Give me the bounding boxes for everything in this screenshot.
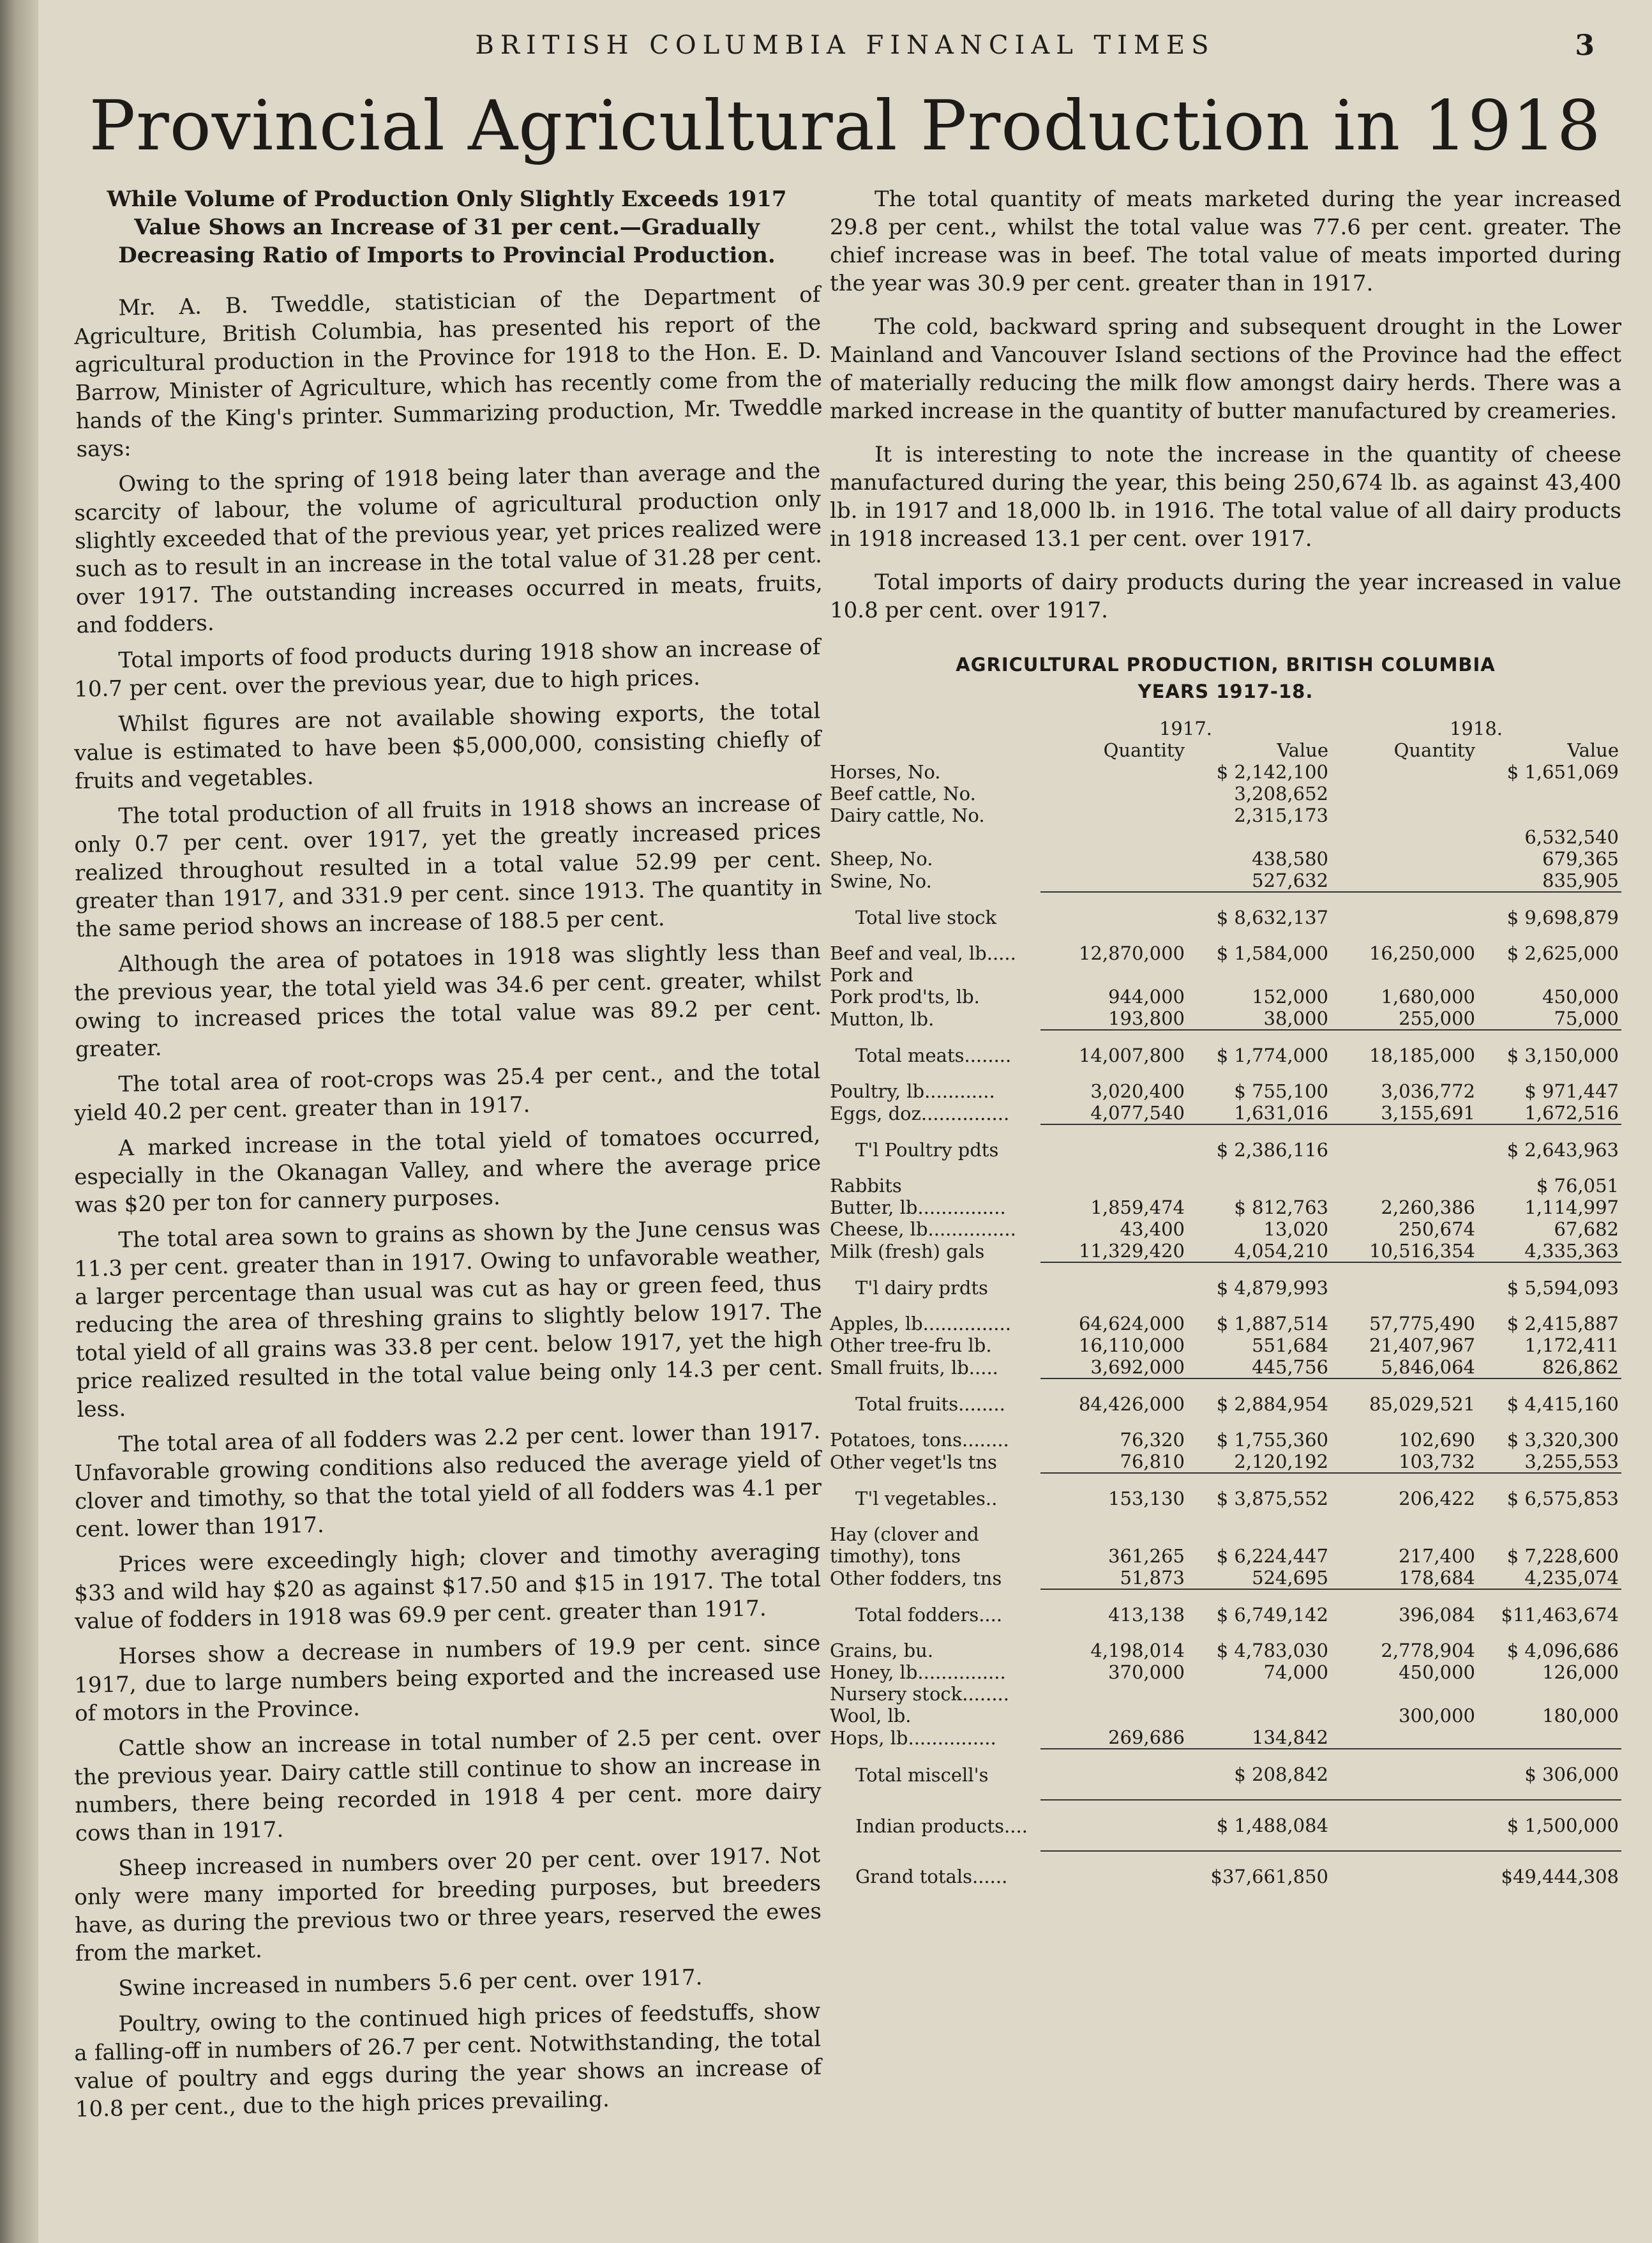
cell-q18: 18,185,000 (1331, 1030, 1478, 1080)
body-paragraph: The total production of all fruits in 1918 shows an increase of only 0.7 per cent. over 1917, yet the greatly increased prices realized throughout resulted in a total value 52.99 per cent. greater than 1917, and 331.9 per cent. since 1913. The quantity in the same period shows an increase of 188.5 per cent. (73, 790, 823, 942)
cell-q17: 43,400 (1120, 1218, 1185, 1240)
cell-v18: $ 4,096,686 (1506, 1640, 1619, 1661)
cell-v17: $ 1,584,000 (1216, 942, 1328, 964)
row-label: Swine, No. (830, 870, 932, 892)
cell-v17: 2,120,192 (1234, 1451, 1328, 1472)
table-column-header (830, 739, 1621, 761)
cell-q18: 206,422 (1331, 1473, 1478, 1523)
cell-v17: $ 2,884,954 (1187, 1378, 1331, 1429)
row-label: Total miscell's (855, 1764, 989, 1786)
cell-v17: 527,632 (1252, 870, 1328, 891)
cell-v18 (1478, 804, 1621, 826)
cell-v18: $ 1,500,000 (1478, 1800, 1621, 1851)
table-row (830, 1313, 1621, 1334)
table-row (830, 804, 1621, 826)
cell-q17: 413,138 (1040, 1589, 1187, 1640)
cell-q17: 1,859,474 (1090, 1197, 1185, 1218)
table-row (830, 1451, 1621, 1473)
cell-v17: 134,842 (1252, 1726, 1328, 1748)
cell-q17: 51,873 (1120, 1567, 1185, 1589)
table-row (830, 783, 1621, 804)
cell-v17 (1187, 1523, 1331, 1545)
table-total-row (830, 1749, 1621, 1800)
table-row (830, 1356, 1621, 1378)
cell-v17: $ 6,749,142 (1187, 1589, 1331, 1640)
row-label: Other fodders, tns (830, 1567, 1002, 1589)
cell-q17: 193,800 (1108, 1008, 1185, 1029)
cell-q17: 14,007,800 (1040, 1030, 1187, 1080)
cell-q17 (1040, 1262, 1187, 1313)
body-paragraph: Poultry, owing to the continued high prices of feedstuffs, show a falling-off in numbers of 26.7 per cent. Notwithstanding, the total value of poultry and eggs during the year shows an increase of 10.8 per cent., due to the high prices prevailing. (73, 1998, 822, 2122)
cell-v17 (1187, 1705, 1331, 1726)
cell-q17: 64,624,000 (1078, 1313, 1185, 1334)
table-total-row (830, 1851, 1621, 1901)
table-row (830, 826, 1621, 848)
cell-v17: 3,208,652 (1234, 783, 1328, 804)
body-paragraph: Swine increased in numbers 5.6 per cent. over 1917. (118, 1965, 703, 2002)
cell-v18: 4,335,363 (1524, 1240, 1619, 1262)
right-body-text (830, 185, 1621, 624)
row-label: Cheese, lb............... (830, 1218, 1016, 1240)
cell-q18: 85,029,521 (1331, 1378, 1478, 1429)
table-row (830, 1567, 1621, 1589)
table-title (830, 651, 1621, 705)
table-total-row (830, 1589, 1621, 1640)
table-row (830, 1523, 1621, 1545)
cell-q17 (1040, 1851, 1187, 1901)
cell-q17: 944,000 (1108, 986, 1185, 1008)
cell-q18 (1331, 1175, 1478, 1197)
cell-q17 (1040, 761, 1187, 783)
cell-v18: $ 971,447 (1524, 1080, 1619, 1102)
cell-v17: $ 2,142,100 (1216, 761, 1328, 783)
cell-q17: 153,130 (1040, 1473, 1187, 1523)
production-table (830, 718, 1621, 1901)
magazine-page (38, 0, 1652, 2243)
table-total-row (830, 1473, 1621, 1523)
body-paragraph: The total quantity of meats marketed during the year increased 29.8 per cent., whilst the total value was 77.6 per cent. greater. The chief increase was in beef. The total value of meats imported during the year was 30.9 per cent. greater than in 1917. (830, 186, 1621, 296)
table-year-header (830, 718, 1621, 739)
cell-q17 (1040, 1749, 1187, 1800)
value-1917-header: Value (1277, 739, 1328, 761)
cell-v18: 1,172,411 (1524, 1334, 1619, 1356)
cell-v17: $ 8,632,137 (1187, 892, 1331, 942)
table-row (830, 848, 1621, 870)
cell-v17 (1187, 826, 1331, 848)
row-label: Pork prod'ts, lb. (830, 986, 980, 1008)
row-label: timothy), tons (830, 1545, 961, 1567)
table-row (830, 942, 1621, 964)
row-label: Sheep, No. (830, 848, 933, 870)
row-label: Indian products.... (855, 1815, 1028, 1837)
cell-q18 (1331, 892, 1478, 942)
table-total-row (830, 1262, 1621, 1313)
cell-v18: 679,365 (1542, 848, 1619, 870)
body-paragraph: It is interesting to note the increase in the quantity of cheese manufactured during the year, this being 250,674 lb. as against 43,400 lb. in 1917 and 18,000 lb. in 1916. The total value of all dairy products in 1918 increased 13.1 per cent. over 1917. (830, 442, 1621, 552)
cell-q17 (1040, 783, 1187, 804)
cell-q18 (1331, 848, 1478, 870)
cell-v18: $ 6,575,853 (1478, 1473, 1621, 1523)
quantity-1917-header: Quantity (1103, 739, 1185, 761)
cell-q17 (1040, 1683, 1187, 1705)
cell-v17: $ 4,879,993 (1187, 1262, 1331, 1313)
cell-v18 (1478, 1683, 1621, 1705)
body-paragraph: Prices were exceedingly high; clover and timothy averaging $33 and wild hay $20 as against $17.50 and $15 in 1917. The total value of fodders in 1918 was 69.9 per cent. greater than 1917. (73, 1538, 822, 1635)
cell-q18: 255,000 (1399, 1008, 1475, 1029)
row-label: Total meats........ (855, 1045, 1012, 1066)
row-label: Pork and (830, 964, 913, 986)
cell-v17 (1187, 964, 1331, 986)
row-label: Poultry, lb............ (830, 1080, 995, 1102)
row-label: T'l vegetables.. (855, 1488, 998, 1509)
table-row (830, 1705, 1621, 1726)
cell-q18 (1331, 1683, 1478, 1705)
table-row (830, 1218, 1621, 1240)
row-label: Dairy cattle, No. (830, 804, 985, 826)
cell-q17: 16,110,000 (1078, 1334, 1185, 1356)
table-title-line: AGRICULTURAL PRODUCTION, BRITISH COLUMBIA (956, 654, 1496, 676)
table-row (830, 1240, 1621, 1262)
body-paragraph: Total imports of dairy products during the year increased in value 10.8 per cent. over 1917. (830, 570, 1621, 623)
cell-v18: 180,000 (1542, 1705, 1619, 1726)
cell-q18: 102,690 (1399, 1429, 1475, 1451)
cell-v18: 835,905 (1542, 870, 1619, 891)
body-paragraph: A marked increase in the total yield of tomatoes occurred, especially in the Okanagan Valley, and where the average price was $20 per ton for cannery purposes. (73, 1122, 822, 1218)
table-body (830, 761, 1621, 1901)
body-paragraph: Horses show a decrease in numbers of 19.9 per cent. since 1917, due to large numbers being exported and the increased use of motors in the Province. (73, 1630, 822, 1726)
cell-q18: 250,674 (1399, 1218, 1475, 1240)
cell-q18 (1331, 1124, 1478, 1175)
cell-q18 (1331, 1851, 1478, 1901)
table-row (830, 1102, 1621, 1124)
table-row (830, 1175, 1621, 1197)
cell-q18 (1331, 1800, 1478, 1851)
cell-q18: 3,155,691 (1381, 1102, 1475, 1124)
cell-v17: $ 208,842 (1187, 1749, 1331, 1800)
cell-q18: 1,680,000 (1381, 986, 1475, 1008)
row-label: Milk (fresh) gals (830, 1241, 985, 1262)
cell-q17: 84,426,000 (1040, 1378, 1187, 1429)
cell-v18: $49,444,308 (1478, 1851, 1621, 1901)
cell-v17: 152,000 (1252, 986, 1328, 1008)
cell-q18: 3,036,772 (1381, 1080, 1475, 1102)
cell-v18 (1478, 964, 1621, 986)
cell-v17: $ 1,887,514 (1216, 1313, 1328, 1334)
quantity-1918-header: Quantity (1393, 739, 1475, 761)
cell-q17 (1040, 1800, 1187, 1851)
right-column (830, 185, 1621, 1901)
table-row (830, 1080, 1621, 1102)
cell-v17: $ 1,755,360 (1216, 1429, 1328, 1451)
cell-q17 (1040, 1705, 1187, 1726)
binding-spine (0, 0, 38, 2243)
cell-v18: 126,000 (1542, 1661, 1619, 1683)
table-total-row (830, 1124, 1621, 1175)
cell-v18: $ 1,651,069 (1506, 761, 1619, 783)
cell-q17: 3,692,000 (1090, 1356, 1185, 1378)
cell-q17 (1040, 870, 1187, 892)
cell-v17 (1187, 1683, 1331, 1705)
cell-v17: $ 755,100 (1234, 1080, 1328, 1102)
cell-v18: 3,255,553 (1524, 1451, 1619, 1472)
cell-v17: 13,020 (1263, 1218, 1328, 1240)
cell-v18: $ 4,415,160 (1478, 1378, 1621, 1429)
cell-v18: $ 2,643,963 (1478, 1124, 1621, 1175)
row-label: Total live stock (855, 907, 997, 928)
row-label: Wool, lb. (830, 1705, 912, 1726)
table-row (830, 1640, 1621, 1661)
year-1917-header: 1917. (1159, 718, 1213, 739)
row-label: Butter, lb............... (830, 1197, 1006, 1218)
cell-q18 (1331, 1262, 1478, 1313)
cell-v18: $ 306,000 (1478, 1749, 1621, 1800)
cell-q18 (1331, 826, 1478, 848)
cell-v17: 74,000 (1263, 1661, 1328, 1683)
cell-v18 (1478, 1523, 1621, 1545)
row-label: Potatoes, tons........ (830, 1429, 1009, 1451)
cell-q18: 16,250,000 (1369, 942, 1475, 964)
cell-q18: 5,846,064 (1381, 1356, 1475, 1378)
cell-v17: 4,054,210 (1234, 1240, 1328, 1262)
body-paragraph: Owing to the spring of 1918 being later than average and the scarcity of labour, the volume of agricultural production only slightly exceeded that of the previous year, yet prices realized were such as to result in an increase in the total value of 31.28 per cent. over 1917. The outstanding increases occurred in meats, fruits, and fodders. (73, 458, 823, 638)
body-paragraph: The total area sown to grains as shown by the June census was 11.3 per cent. greater than in 1917. Owing to unfavorable weather, a larger percentage than usual was cut as hay or green feed, thus reducing the area of threshing grains to slightly below 1917. The total yield of all grains was 33.8 per cent. below 1917, yet the high price realized resulted in the total value being only 14.3 per cent. less. (73, 1214, 823, 1423)
cell-v18 (1478, 783, 1621, 804)
cell-q18 (1331, 804, 1478, 826)
table-row (830, 1545, 1621, 1567)
table-row (830, 1197, 1621, 1218)
body-paragraph: Although the area of potatoes in 1918 was slightly less than the previous year, the total yield was 34.6 per cent. greater, whilst owing to increased prices the total value was 89.2 per cent. greater. (73, 938, 822, 1062)
table-row (830, 964, 1621, 986)
cell-v18: 4,235,074 (1524, 1567, 1619, 1589)
body-paragraph: The total area of all fodders was 2.2 per cent. lower than 1917. Unfavorable growing conditions also reduced the average yield of clover and timothy, so that the total yield of all fodders was 4.1 per cent. lower than 1917. (73, 1418, 822, 1543)
row-label: Apples, lb............... (830, 1313, 1011, 1334)
cell-q18 (1331, 761, 1478, 783)
cell-v18: $ 7,228,600 (1506, 1545, 1619, 1567)
cell-v17: $ 3,875,552 (1187, 1473, 1331, 1523)
cell-v18: $ 9,698,879 (1478, 892, 1621, 942)
cell-q18: 300,000 (1399, 1705, 1475, 1726)
cell-q17: 12,870,000 (1078, 942, 1185, 964)
cell-v18: $ 2,415,887 (1506, 1313, 1619, 1334)
row-label: Total fodders.... (855, 1604, 1003, 1626)
cell-v18: $ 2,625,000 (1506, 942, 1619, 964)
article-subheading: While Volume of Production Only Slightly Exceeds 1917 Value Shows an Increase of 31 per cent.—Gradually Decreasing Ratio of Imports to Provincial Production. (107, 186, 787, 268)
cell-v17: 438,580 (1252, 848, 1328, 870)
cell-q17: 76,320 (1120, 1429, 1185, 1451)
cell-v18: $ 5,594,093 (1478, 1262, 1621, 1313)
cell-v17: $ 2,386,116 (1187, 1124, 1331, 1175)
row-label: Eggs, doz............... (830, 1103, 1010, 1124)
running-head: BRITISH COLUMBIA FINANCIAL TIMES (475, 31, 1215, 60)
cell-q17: 361,265 (1108, 1545, 1185, 1567)
table-subtitle: YEARS 1917-18. (1138, 681, 1314, 702)
cell-v17: 2,315,173 (1234, 804, 1328, 826)
cell-v18: $ 76,051 (1536, 1175, 1619, 1197)
cell-v17: $ 812,763 (1234, 1197, 1328, 1218)
cell-q18: 396,084 (1331, 1589, 1478, 1640)
row-label: T'l Poultry pdts (855, 1139, 999, 1161)
cell-v18: 826,862 (1542, 1356, 1619, 1378)
row-label: T'l dairy prdts (855, 1277, 988, 1299)
value-1918-header: Value (1567, 739, 1619, 761)
cell-v17: 445,756 (1252, 1356, 1328, 1378)
row-label: Grains, bu. (830, 1640, 934, 1661)
row-label: Hops, lb............... (830, 1727, 996, 1749)
body-paragraph: The total area of root-crops was 25.4 per cent., and the total yield 40.2 per cent. greater than in 1917. (73, 1058, 821, 1126)
cell-v18: 450,000 (1542, 986, 1619, 1008)
cell-v18: $ 3,150,000 (1478, 1030, 1621, 1080)
body-paragraph: Mr. A. B. Tweddle, statistician of the Department of Agriculture, British Columbia, has presented his report of the agricultural production in the Province for 1918 to the Hon. E. D. Barrow, Minister of Agriculture, which has recently come from the hands of the King's printer. Summarizing production, Mr. Tweddle says: (73, 282, 823, 462)
cell-q17 (1040, 1523, 1187, 1545)
body-paragraph: Total imports of food products during 1918 show an increase of 10.7 per cent. over the previous year, due to high prices. (73, 634, 821, 702)
table-total-row (830, 1378, 1621, 1429)
cell-v17: 524,695 (1252, 1567, 1328, 1589)
cell-q18 (1331, 1523, 1478, 1545)
row-label: Horses, No. (830, 761, 941, 783)
cell-q17: 76,810 (1120, 1451, 1185, 1472)
row-label: Grand totals...... (855, 1866, 1008, 1887)
row-label: Rabbits (830, 1175, 902, 1197)
cell-q18 (1331, 1749, 1478, 1800)
row-label: Other tree-fru lb. (830, 1334, 992, 1356)
row-label (830, 826, 1040, 848)
cell-v17: 38,000 (1263, 1008, 1328, 1029)
cell-v18 (1478, 1726, 1621, 1749)
cell-q18: 217,400 (1399, 1545, 1475, 1567)
cell-q17: 3,020,400 (1090, 1080, 1185, 1102)
cell-q18 (1331, 783, 1478, 804)
body-paragraph: The cold, backward spring and subsequent drought in the Lower Mainland and Vancouver Island sections of the Province had the effect of materially reducing the milk flow amongst dairy herds. There was a marked increase in the quantity of butter manufactured by creameries. (830, 314, 1621, 424)
cell-v17: $ 1,488,084 (1187, 1800, 1331, 1851)
table-row (830, 1661, 1621, 1683)
cell-q17: 4,198,014 (1090, 1640, 1185, 1661)
cell-q18: 10,516,354 (1369, 1240, 1475, 1262)
table-row (830, 761, 1621, 783)
row-label: Hay (clover and (830, 1523, 979, 1545)
cell-v18: 1,672,516 (1524, 1102, 1619, 1124)
cell-q18: 2,260,386 (1381, 1197, 1475, 1218)
year-1918-header: 1918. (1449, 718, 1503, 739)
cell-q18: 450,000 (1399, 1661, 1475, 1683)
cell-q18: 178,684 (1399, 1567, 1475, 1589)
cell-q17 (1040, 964, 1187, 986)
cell-q17 (1040, 892, 1187, 942)
table-total-row (830, 892, 1621, 942)
cell-v17: $ 6,224,447 (1216, 1545, 1328, 1567)
table-total-row (830, 1030, 1621, 1080)
cell-q18: 21,407,967 (1369, 1334, 1475, 1356)
article-title: Provincial Agricultural Production in 1918 (89, 86, 1602, 166)
cell-v18: 75,000 (1554, 1008, 1619, 1029)
table-row (830, 1008, 1621, 1030)
cell-v17: $37,661,850 (1187, 1851, 1331, 1901)
cell-q17 (1040, 848, 1187, 870)
cell-v17: $ 4,783,030 (1216, 1640, 1328, 1661)
cell-v17 (1187, 1175, 1331, 1197)
row-label: Mutton, lb. (830, 1008, 935, 1030)
table-row (830, 1334, 1621, 1356)
cell-q18: 57,775,490 (1369, 1313, 1475, 1334)
table-row (830, 986, 1621, 1008)
cell-q17 (1040, 826, 1187, 848)
row-label: Honey, lb............... (830, 1661, 1006, 1683)
table-row (830, 1429, 1621, 1451)
table-total-row (830, 1800, 1621, 1851)
table-row (830, 1726, 1621, 1749)
cell-q18 (1331, 1726, 1478, 1749)
row-label: Beef and veal, lb..... (830, 942, 1016, 964)
cell-v18: $11,463,674 (1478, 1589, 1621, 1640)
cell-q17: 11,329,420 (1078, 1240, 1185, 1262)
row-label: Small fruits, lb..... (830, 1357, 998, 1378)
cell-q17 (1040, 804, 1187, 826)
row-label: Beef cattle, No. (830, 783, 976, 804)
cell-v18: 6,532,540 (1524, 826, 1619, 848)
cell-q17 (1040, 1124, 1187, 1175)
row-label: Other veget'ls tns (830, 1451, 997, 1473)
cell-q17: 4,077,540 (1090, 1102, 1185, 1124)
cell-q18: 103,732 (1399, 1451, 1475, 1472)
left-column (73, 185, 823, 2131)
row-label: Total fruits........ (855, 1393, 1005, 1415)
cell-v18: 67,682 (1554, 1218, 1619, 1240)
body-paragraph: Sheep increased in numbers over 20 per cent. over 1917. Not only were many imported for breeding purposes, but breeders have, as during the previous two or three years, reserved the ewes from the market. (73, 1842, 822, 1967)
body-paragraph: Whilst figures are not available showing exports, the total value is estimated to have been $5,000,000, consisting chiefly of fruits and vegetables. (73, 698, 822, 794)
cell-q17: 269,686 (1108, 1726, 1185, 1748)
page-number: 3 (1575, 29, 1595, 62)
cell-v17: $ 1,774,000 (1187, 1030, 1331, 1080)
cell-v18: 1,114,997 (1524, 1197, 1619, 1218)
cell-q17: 370,000 (1108, 1661, 1185, 1683)
cell-v17: 551,684 (1252, 1334, 1328, 1356)
cell-v17: 1,631,016 (1234, 1102, 1328, 1124)
left-body-text (73, 282, 823, 2124)
row-label: Nursery stock........ (830, 1683, 1009, 1705)
table-row (830, 870, 1621, 892)
body-paragraph: Cattle show an increase in total number of 2.5 per cent. over the previous year. Dairy cattle still continue to show an increase in numbers, there being recorded in 1918 4 per cent. more dairy cows than in 1917. (73, 1722, 822, 1847)
cell-v18: $ 3,320,300 (1506, 1429, 1619, 1451)
cell-q18 (1331, 870, 1478, 892)
table-row (830, 1683, 1621, 1705)
cell-q18 (1331, 964, 1478, 986)
cell-q17 (1040, 1175, 1187, 1197)
cell-q18: 2,778,904 (1381, 1640, 1475, 1661)
